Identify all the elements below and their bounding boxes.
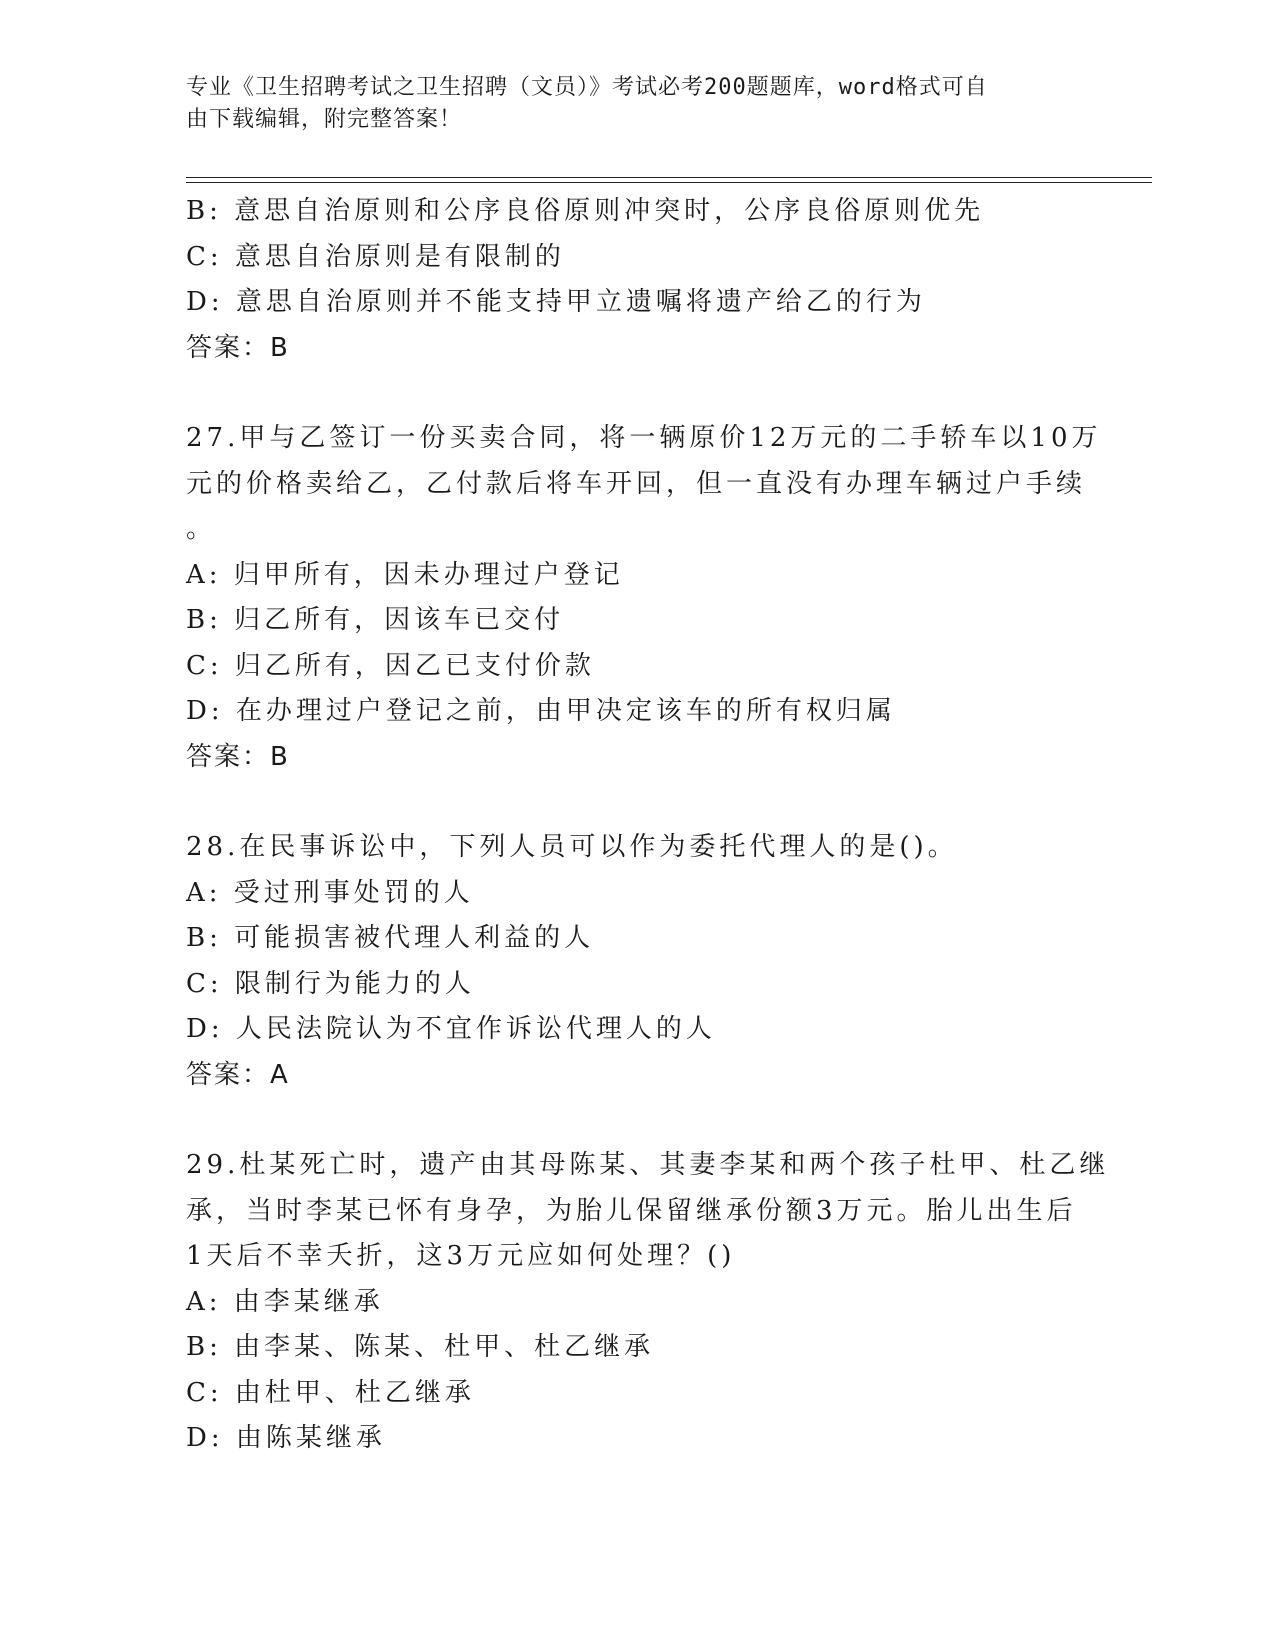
question-text: 元的价格卖给乙，乙付款后将车开回，但一直没有办理车辆过户手续 bbox=[186, 468, 1087, 499]
question-list bbox=[186, 189, 1110, 1462]
option-d: D: 在办理过户登记之前，由甲决定该车的所有权归属 bbox=[186, 696, 896, 726]
question-text: 承，当时李某已怀有身孕，为胎儿保留继承份额3万元。胎儿出生后 bbox=[186, 1195, 1077, 1226]
option-c: C: 归乙所有，因乙已支付价款 bbox=[186, 650, 595, 681]
header-rule-bottom bbox=[186, 182, 1152, 183]
question-text: 27.甲与乙签订一份买卖合同，将一辆原价12万元的二手轿车以10万 bbox=[186, 423, 1102, 453]
question-29 bbox=[186, 1143, 1110, 1462]
question-27 bbox=[186, 416, 1102, 780]
header-line-1: 专业《卫生招聘考试之卫生招聘（文员）》考试必考200题题库，word格式可自 bbox=[186, 75, 988, 100]
question-text: 28.在民事诉讼中，下列人员可以作为委托代理人的是()。 bbox=[186, 832, 958, 862]
answer: 答案：A bbox=[186, 1059, 290, 1090]
document-header bbox=[186, 72, 1066, 136]
option-a: A: 由李某继承 bbox=[186, 1286, 384, 1317]
question-text: 1天后不幸夭折，这3万元应如何处理？() bbox=[186, 1241, 736, 1271]
option-c: C: 限制行为能力的人 bbox=[186, 968, 475, 999]
header-line-2: 由下载编辑，附完整答案！ bbox=[186, 107, 463, 132]
option-b: B: 由李某、陈某、杜甲、杜乙继承 bbox=[186, 1332, 655, 1362]
option-a: A: 归甲所有，因未办理过户登记 bbox=[186, 559, 624, 590]
option-d: D: 人民法院认为不宜作诉讼代理人的人 bbox=[186, 1014, 716, 1044]
option-d: D: 由陈某继承 bbox=[186, 1423, 386, 1453]
option-b: B: 归乙所有，因该车已交付 bbox=[186, 605, 565, 635]
answer: 答案：B bbox=[186, 741, 290, 772]
option-b: B: 可能损害被代理人利益的人 bbox=[186, 923, 595, 953]
header-rule-top bbox=[186, 177, 1152, 178]
option-c: C: 意思自治原则是有限制的 bbox=[186, 241, 565, 272]
question-26-tail bbox=[186, 189, 1086, 371]
option-a: A: 受过刑事处罚的人 bbox=[186, 877, 474, 908]
question-28 bbox=[186, 825, 1086, 1098]
option-b: B: 意思自治原则和公序良俗原则冲突时，公序良俗原则优先 bbox=[186, 196, 985, 226]
option-c: C: 由杜甲、杜乙继承 bbox=[186, 1377, 475, 1408]
question-text: 。 bbox=[186, 514, 217, 544]
answer: 答案：B bbox=[186, 332, 290, 363]
option-d: D: 意思自治原则并不能支持甲立遗嘱将遗产给乙的行为 bbox=[186, 287, 926, 317]
question-text: 29.杜某死亡时，遗产由其母陈某、其妻李某和两个孩子杜甲、杜乙继 bbox=[186, 1150, 1110, 1180]
